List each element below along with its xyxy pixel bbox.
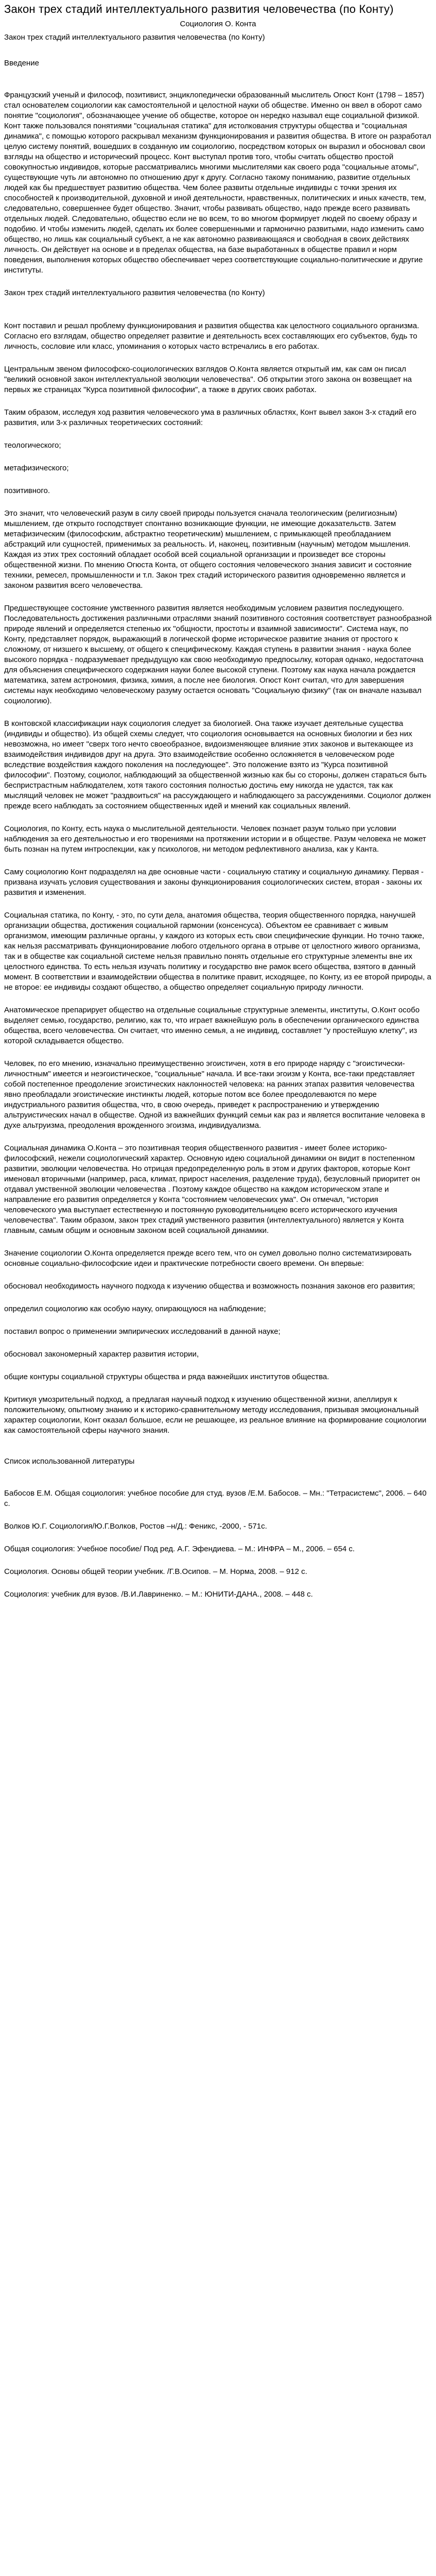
reference-item: Общая социология: Учебное пособие/ Под ред. А.Г. Эфендиева. – М.: ИНФРА – М., 2006. – 654 с. bbox=[4, 1545, 355, 1553]
list-item: поставил вопрос о применении эмпирических исследований в данной науке; bbox=[4, 1327, 281, 1336]
intro-heading: Введение bbox=[4, 59, 39, 67]
list-item: обосновал необходимость научного подхода к изучению общества и возможность познания законов его развития; bbox=[4, 1282, 415, 1291]
reference-item: Бабосов Е.М. Общая социология: учебное пособие для студ. вузов /Е.М. Бабосов. – Мн.: "Тетрасистемс", 2006. – 640 с. bbox=[4, 1489, 427, 1508]
paragraph: Социальная статика, по Конту, - это, по сути дела, анатомия общества, теория общественного порядка, нанучшей организации общества, достижения социальной гармонии (консенсуса). Объектом ее сравнивает с живым организмом, имеющим различные органы, у каждого из которых есть свои специфические функции. Но точно также, как нельзя рассматривать функционирование любого отдельного органа в отрыве от целостного живого организма, так и в обществе как социальной системе нельзя правильно понять отдельные его структурные элементы вне их целостного единства. То есть нельзя изучать политику и государство вне рамок всего общества, взятого в данный момент. В соответствии и взаимодействии общества в политике правит, исходящее, по Конту, из ее второй природы, а не второе: ее индивиды создают общество, а общество определяет социальную природу личности. bbox=[4, 911, 431, 992]
reference-item: Волков Ю.Г. Социология/Ю.Г.Волков, Ростов –н/Д.: Феникс, -2000, - 571с. bbox=[4, 1522, 267, 1531]
paragraph: Социальная динамика О.Конта – это позитивная теория общественного развития - имеет более историко-философский, нежели социологический характер. Основную идею социальной динамики он видит в постепенном развитии, эволюции человечества. Но отрицая предопределенную роль в этом и других факторов, которые Конт именовал вторичными (например, раса, климат, прирост населения, разделение труда), безусловный приоритет он отдавал умственной эволюции человечества . Поэтому каждое общество на каждом историческом этапе и направление его развития определяется у Конта "состоянием человеческих ума". Он отмечал, "история человеческого ума выступает естественную и постоянную руководительницею всего исторического изучения человечества". Таким образом, закон трех стадий умственного развития (интеллектуального) является у Конта главным, самым общим и основным законом всей социальной динамики. bbox=[4, 1144, 420, 1235]
paragraph: Саму социологию Конт подразделял на две основные части - социальную статику и социальную динамику. Первая - призвана изучать условия существования и законы функционирования социологических систем, вторая - законы их развития и изменения. bbox=[4, 868, 424, 897]
author-line: Социология О. Конта bbox=[180, 20, 256, 28]
document-subtitle: Закон трех стадий интеллектуального развития человечества (по Конту) bbox=[4, 33, 265, 42]
list-item: общие контуры социальной структуры общества и ряда важнейших институтов общества. bbox=[4, 1372, 329, 1381]
paragraph: Значение социологии О.Конта определяется прежде всего тем, что он сумел довольно полно систематизировать основные социально-философские идеи и практические потребности своего времени. Он впервые: bbox=[4, 1249, 412, 1268]
paragraph: Таким образом, исследуя ход развития человеческого ума в различных областях, Конт вывел закон 3-х стадий его развития, или 3-х различных теоретических состояний: bbox=[4, 408, 416, 427]
list-item: позитивного. bbox=[4, 486, 50, 495]
list-item: теологического; bbox=[4, 441, 61, 450]
paragraph: Социология, по Конту, есть наука о мыслительной деятельности. Человек познает разум только при условии наблюдения за его деятельностью и его творениями на протяжении истории и в обществе. Разум человека не может быть познан на путем интроспекции, как у психологов, ни методом рефлективного анализа, как у Канта. bbox=[4, 824, 426, 854]
reference-item: Социология. Основы общей теории учебник. /Г.В.Осипов. – М. Норма, 2008. – 912 с. bbox=[4, 1567, 307, 1576]
paragraph: Это значит, что человеческий разум в силу своей природы пользуется сначала теологическим (религиозным) мышлением, где открыто господствует спонтанно возникающие функции, не имеющие доказательств. Затем метафизическим (философским, абстрактно теоретическим) мышлением, с примыкающей преобладанием абстракций или сущностей, применимых за реальность. И, наконец, позитивным (научным) методом мышления. Каждая из этих трех состояний обладает особой всей социальной организации и произведет все стороны общественной жизни. По мнению Огюста Конта, от общего состояния человеческого знания зависит и состояние техники, ремесел, промышленности и т.п. Закон трех стадий исторического развития одновременно является и законом развития всего человечества. bbox=[4, 509, 412, 590]
paragraph: Критикуя умозрительный подход, а предлагая научный подход к изучению общественной жизни, апеллируя к положительному, опытному знанию и к историко-сравнительному методу исследования, призывая эмоциональный характер социологии, Конт оказал большое, если не решающее, из реальное влияние на формирование социологии как самостоятельной сферы научного знания. bbox=[4, 1395, 427, 1435]
paragraph: В контовской классификации наук социология следует за биологией. Она также изучает деятельные существа (индивиды и общество). Из общей схемы следует, что социология основывается на основных биологии и без них невозможна, но имеет "сверх того нечто своеобразное, видоизменяющее влияние этих законов и вытекающее из взаимодействия индивидов друг на друга. Это взаимодействие особенно осложняется в человеческом роде вследствие воздействия каждого поколения на последующее". Это положение взято из "Курса позитивной философии". Поэтому, социолог, наблюдающий за общественной жизнью как бы со стороны, должен стараться быть беспристрастным наблюдателем, хотя такого состояния полностью достичь ему никогда не удастся, так как мыслящий человек не может "раздвоиться" на рассуждающего и наблюдающего за рассуждениями. Социолог должен прежде всего наблюдать за состоянием общественных идей и мнений как социальных явлений. bbox=[4, 719, 431, 810]
reference-item: Социология: учебник для вузов. /В.И.Лавриненко. – М.: ЮНИТИ-ДАНА., 2008. – 448 с. bbox=[4, 1590, 313, 1599]
document-title: Закон трех стадий интеллектуального развития человечества (по Конту) bbox=[4, 3, 394, 15]
paragraph: Центральным звеном философско-социологических взглядов О.Конта является открытый им, как сам он писал "великий основной закон интеллектуальной эволюции человечества". Об открытии этого закона он возвещает на первых же страницах "Курса позитивной философии", а также в других своих работах. bbox=[4, 365, 412, 394]
section-heading: Закон трех стадий интеллектуального развития человечества (по Конту) bbox=[4, 289, 265, 297]
references-heading: Список использованной литературы bbox=[4, 1457, 135, 1466]
list-item: обосновал закономерный характер развития истории, bbox=[4, 1350, 199, 1359]
paragraph: Конт поставил и решал проблему функционирования и развития общества как целостного социального организма. Согласно его взглядам, общество определяет развитие и деятельность всех составляющих его субъектов, будь то личность, сословие или класс, упоминания о которых часто встречались в его работах. bbox=[4, 321, 420, 351]
paragraph: Французский ученый и философ, позитивист, энциклопедически образованный мыслитель Огюст Конт (1798 – 1857) стал основателем социологии как самостоятельной и целостной науки об обществе. Именно он ввел в оборот само понятие "социология", обозначающее учение об обществе, которое он нередко называл еще социальной физикой. Конт также пользовался понятиями "социальная статика" для истолкования структуры общества и "социальная динамика", с помощью которого раскрывал механизм функционирования и развития общества. В итоге он разработал целую систему понятий, вошедших в созданную им социологию, посредством которых он выразил и обосновал свои взгляды на общество и исторический процесс. Конт выступал против того, чтобы считать общество простой совокупностью индивидов, которые рассматривались многими мыслителями как своего рода "социальные атомы", существующие чуть ли автономно по отношению друг к другу. Согласно такому пониманию, развитие отдельных людей как бы предшествует развитию общества. Чем более развиты отдельные индивиды с точки зрения их способностей к производительной, духовной и иной деятельности, нравственных, политических и иных качеств, тем, следовательно, совершеннее будет общество. Значит, чтобы развивать общество, надо прежде всего развивать отдельных людей. Следовательно, общество если не во всем, то во многом формирует людей по своему образу и подобию. И чтобы изменить людей, сделать их более совершенными и гармонично развитыми, надо изменить само общество, но лишь как социальный субъект, а не как автономно развивающаяся и свободная в своих действиях личность. Он действует на основе и в пределах общества, на базе выработанных в обществе правил и норм поведения, выполнения которых общество обеспечивает через соответствующие социально-политические и другие институты. bbox=[4, 91, 431, 275]
list-item: определил социологию как особую науку, опирающуюся на наблюдение; bbox=[4, 1304, 266, 1313]
list-item: метафизического; bbox=[4, 464, 69, 472]
paragraph: Предшествующее состояние умственного развития является необходимым условием развития последующего. Последовательность достижения различными отраслями знаний позитивного состояния соответствует разнообразной природе явлений и определяется степенью их "общности, простоты и взаимной зависимости". Система наук, по Конту, представляет порядок, выражающий в логической форме историческое развитие знания от простого к сложному, от низшего к высшему, от общего к специфическому. Каждая ступень в развитии знания - наука более высокого порядка - подразумевает предыдущую как свою необходимую предпосылку, которая однако, недостаточна для объяснения специфического содержания науки более высокой ступени. Поэтому как наука начала рождается математика, затем астрономия, физика, химия, а после нее биология. Огюст Конт считал, что для завершения системы наук необходимо человеческому разуму остается основать "Социальную физику" (так он вначале называл социологию). bbox=[4, 604, 432, 705]
paragraph: Анатомическое препарирует общество на отдельные социальные структурные элементы, институты, О.Конт особо выделяет семью, государство, религию, как то, что играет важнейшую роль в обеспечении органического единства общества, всего человечества. Он считает, что именно семья, а не индивид, составляет "у простейшую клетку", из которой складывается общество. bbox=[4, 1006, 420, 1045]
paragraph: Человек, по его мнению, изначально преимущественно эгоистичен, хотя в его природе наряду с "эгоистически-личностным" имеется и неэгоистическое, "социальные" начала. И все-таки эгоизм у Конта, все-таки представляет собой постепенное преодоление эгоистических наклонностей человека: на ранних этапах развития человечества явно преобладали эгоистические инстинкты людей, которые потом все более преодолеваются по мере индустриального развития общества, что, в свою очередь, приведет к распространению и утверждению альтруистических начал в обществе. Одной из важнейших функций семьи как раз и является воспитание человека в духе альтруизма, преодоления врожденного эгоизма, индивидуализма. bbox=[4, 1059, 425, 1130]
